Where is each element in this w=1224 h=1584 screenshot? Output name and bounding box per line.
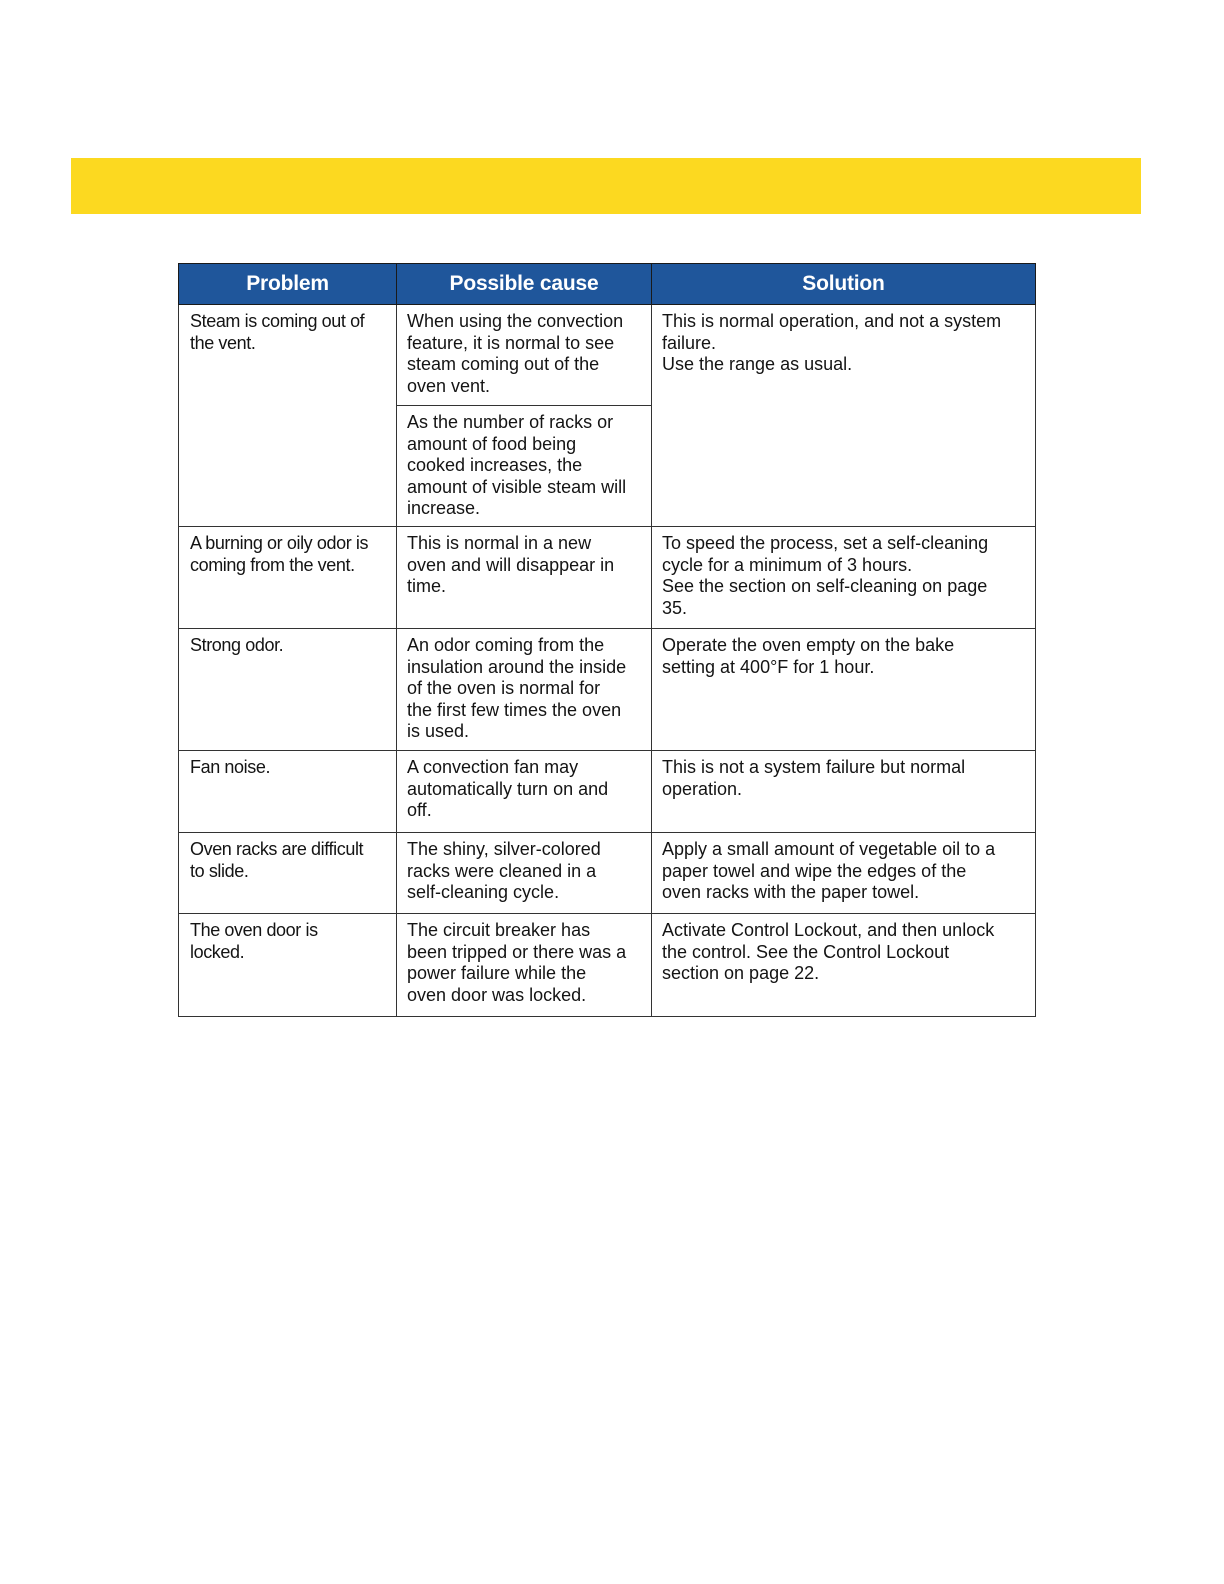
problem-cell: A burning or oily odor is coming from the vent. <box>179 527 397 629</box>
table-row <box>179 751 1036 833</box>
solution-cell: This is not a system failure but normal operation. <box>652 751 1036 833</box>
solution-cell: This is normal operation, and not a system failure. Use the range as usual. <box>652 305 1036 527</box>
troubleshooting-table <box>178 263 1036 1017</box>
table-header-row <box>179 264 1036 305</box>
cause-cell: When using the convection feature, it is normal to see steam coming out of the oven vent. <box>397 305 652 406</box>
table-row <box>179 914 1036 1017</box>
cause-cell: An odor coming from the insulation around the inside of the oven is normal for the first few times the oven is used. <box>397 629 652 751</box>
problem-cell: Strong odor. <box>179 629 397 751</box>
cause-cell: The shiny, silver-colored racks were cleaned in a self-cleaning cycle. <box>397 833 652 914</box>
cause-cell: A convection fan may automatically turn on and off. <box>397 751 652 833</box>
table-row <box>179 833 1036 914</box>
solution-cell: To speed the process, set a self-cleaning cycle for a minimum of 3 hours. See the section on self-cleaning on page 35. <box>652 527 1036 629</box>
problem-cell: Steam is coming out of the vent. <box>179 305 397 527</box>
header-possible-cause: Possible cause <box>397 264 652 305</box>
problem-cell: The oven door is locked. <box>179 914 397 1017</box>
header-problem: Problem <box>179 264 397 305</box>
cause-cell: As the number of racks or amount of food being cooked increases, the amount of visible steam will increase. <box>397 406 652 527</box>
solution-cell: Apply a small amount of vegetable oil to a paper towel and wipe the edges of the oven racks with the paper towel. <box>652 833 1036 914</box>
cause-cell: This is normal in a new oven and will disappear in time. <box>397 527 652 629</box>
cause-cell: The circuit breaker has been tripped or there was a power failure while the oven door was locked. <box>397 914 652 1017</box>
problem-cell: Oven racks are difficult to slide. <box>179 833 397 914</box>
table-row <box>179 527 1036 629</box>
table-row <box>179 629 1036 751</box>
solution-cell: Operate the oven empty on the bake setting at 400°F for 1 hour. <box>652 629 1036 751</box>
section-header-band <box>71 158 1141 214</box>
solution-cell: Activate Control Lockout, and then unlock the control. See the Control Lockout section on page 22. <box>652 914 1036 1017</box>
header-solution: Solution <box>652 264 1036 305</box>
problem-cell: Fan noise. <box>179 751 397 833</box>
table-row <box>179 305 1036 406</box>
